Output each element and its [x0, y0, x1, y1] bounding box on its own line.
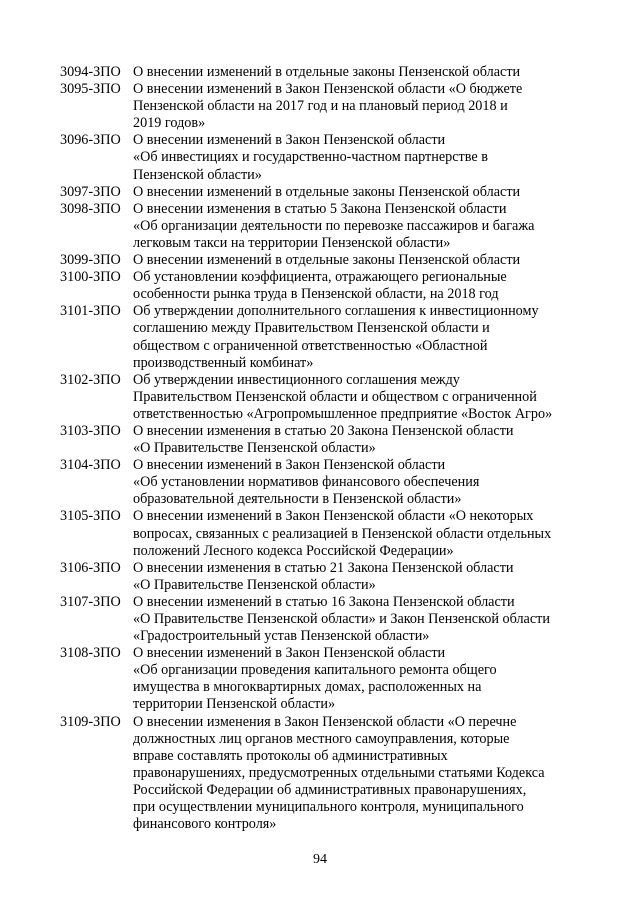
- law-title: О внесении изменения в статью 21 Закона Пензенской области «О Правительстве Пензенской области»: [133, 559, 514, 593]
- law-title: О внесении изменений в Закон Пензенской области «О некоторых вопросах, связанных с реализацией в Пензенской области отдельных положений Лесного кодекса Российской Федерации»: [133, 508, 552, 559]
- law-number: 3103-ЗПО: [60, 422, 121, 439]
- law-entry: [60, 201, 590, 252]
- law-title: О внесении изменения в статью 20 Закона Пензенской области «О Правительстве Пензенской области»: [133, 422, 514, 457]
- law-entry: [60, 372, 590, 423]
- law-number: 3096-ЗПО: [60, 132, 121, 149]
- law-number: 3101-ЗПО: [60, 303, 121, 320]
- law-number: 3107-ЗПО: [60, 593, 121, 610]
- law-title: О внесении изменений в отдельные законы Пензенской области: [133, 183, 521, 200]
- law-title: О внесении изменений в Закон Пензенской области «Об организации проведения капитального ремонта общего имущества в многоквартирных домах, расположенных на территории Пензенской области»: [133, 645, 497, 713]
- law-entry: [60, 132, 590, 183]
- law-title: Об утверждении инвестиционного соглашения между Правительством Пензенской области и обществом с ограниченной ответственностью «Агропромышленное предприятие «Восток Агро»: [133, 371, 553, 422]
- law-number: 3104-ЗПО: [60, 457, 121, 474]
- law-title: О внесении изменения в статью 5 Закона Пензенской области «Об организации деятельности по перевозке пассажиров и багажа легковым такси на территории Пензенской области»: [133, 200, 535, 251]
- law-entry: [60, 423, 590, 457]
- law-entry: [60, 645, 590, 713]
- law-entry: [60, 81, 590, 132]
- law-number: 3108-ЗПО: [60, 645, 121, 662]
- page-number: 94: [313, 852, 327, 867]
- law-entry: [60, 560, 590, 594]
- law-entry: [60, 269, 590, 303]
- law-list: [60, 64, 590, 833]
- law-entry: [60, 594, 590, 645]
- law-number: 3099-ЗПО: [60, 252, 121, 269]
- law-title: О внесении изменений в отдельные законы Пензенской области: [133, 252, 521, 269]
- law-title: О внесении изменений в Закон Пензенской области «Об инвестициях и государственно-частном партнерстве в Пензенской области»: [133, 132, 488, 183]
- law-number: 3109-ЗПО: [60, 713, 121, 730]
- law-title: О внесении изменений в статью 16 Закона Пензенской области «О Правительстве Пензенской области» и Закон Пензенской области «Градостроительный устав Пензенской области»: [133, 593, 550, 645]
- law-entry: [60, 252, 590, 269]
- law-entry: [60, 303, 590, 371]
- law-number: 3100-ЗПО: [60, 269, 121, 286]
- law-entry: [60, 64, 590, 81]
- law-entry: [60, 714, 590, 834]
- law-title: Об утверждении дополнительного соглашения к инвестиционному соглашению между Правительством Пензенской области и обществом с ограниченной ответственностью «Областной производственный комбинат»: [133, 303, 539, 371]
- law-number: 3098-ЗПО: [60, 200, 121, 217]
- law-title: Об установлении коэффициента, отражающего региональные особенности рынка труда в Пензенской области, на 2018 год: [133, 269, 507, 303]
- law-number: 3106-ЗПО: [60, 559, 121, 576]
- law-entry: [60, 457, 590, 508]
- law-number: 3105-ЗПО: [60, 508, 121, 525]
- law-entry: [60, 184, 590, 201]
- law-number: 3095-ЗПО: [60, 81, 121, 98]
- law-number: 3102-ЗПО: [60, 371, 121, 388]
- law-title: О внесении изменения в Закон Пензенской области «О перечне должностных лиц органов местного самоуправления, которые вправе составлять протоколы об административных правонарушениях, предусмотренных отдельными статьями Кодекса Российской Федерации об административных правонарушениях, при осуществлении муниципального контроля, муниципального финансового контроля»: [133, 713, 545, 833]
- law-title: О внесении изменений в отдельные законы Пензенской области: [133, 64, 521, 80]
- law-title: О внесении изменений в Закон Пензенской области «Об установлении нормативов финансового обеспечения образовательной деятельности в Пензенской области»: [133, 457, 480, 508]
- law-entry: [60, 508, 590, 559]
- law-number: 3094-ЗПО: [60, 64, 121, 80]
- law-title: О внесении изменений в Закон Пензенской области «О бюджете Пензенской области на 2017 год и на плановый период 2018 и 2019 годов»: [133, 81, 523, 132]
- law-number: 3097-ЗПО: [60, 183, 121, 200]
